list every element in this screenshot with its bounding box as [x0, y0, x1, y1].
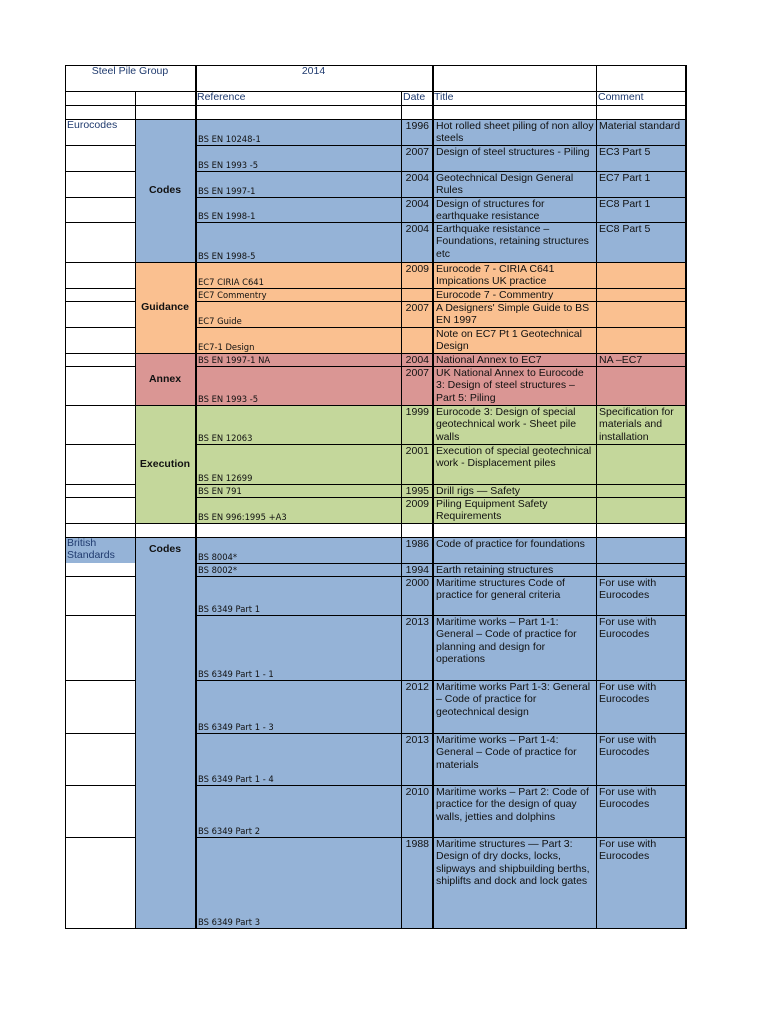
section-label-eurocodes: Eurocodes	[67, 119, 118, 131]
comment-cell: For use with Eurocodes	[599, 577, 657, 602]
reference-cell: BS EN 1997-1	[198, 186, 256, 196]
date-cell	[402, 328, 431, 353]
date-cell: 2009	[405, 498, 429, 510]
title-cell: Eurocode 3: Design of special geotechnical work - Sheet pile walls	[436, 406, 577, 443]
title-cell: Eurocode 7 - Commentry	[436, 289, 554, 301]
sheet-year: 2014	[301, 65, 326, 77]
grid-line	[65, 497, 135, 498]
date-cell: 2010	[405, 786, 429, 798]
comment-cell: Material standard	[599, 120, 681, 132]
sheet-group-title: Steel Pile Group	[91, 65, 169, 77]
date-cell: 2009	[405, 263, 429, 275]
title-cell: Hot rolled sheet piling of non alloy steels	[436, 120, 594, 145]
category-label-bs-codes: Codes	[148, 542, 182, 555]
category-label-execution: Execution	[139, 457, 191, 470]
column-header-comment: Comment	[598, 91, 644, 103]
reference-cell: EC7 CIRIA C641	[198, 277, 264, 287]
reference-cell: BS EN 791	[198, 486, 242, 496]
column-header-date: Date	[403, 91, 426, 103]
date-cell: 2007	[405, 146, 429, 158]
column-header-reference: Reference	[197, 91, 246, 103]
reference-cell: BS EN 996:1995 +A3	[198, 512, 287, 522]
comment-cell	[597, 564, 684, 576]
grid-line	[65, 523, 686, 524]
comment-cell: For use with Eurocodes	[599, 734, 657, 759]
grid-line	[65, 171, 135, 172]
date-cell: 2007	[405, 302, 429, 314]
title-cell: Design of structures for earthquake resistance	[436, 198, 545, 222]
date-cell: 2012	[405, 681, 429, 693]
title-cell: Piling Equipment Safety Requirements	[436, 498, 548, 523]
reference-cell: BS 8004*	[198, 552, 238, 562]
title-cell: Maritime works – Part 1-1: General – Code of practice for planning and design for operations	[436, 616, 577, 666]
title-cell: Maritime structures — Part 3: Design of dry docks, locks, slipways and shipbuilding berths, shiplifts and dock and lock gates	[436, 838, 590, 888]
column-header-title: Title	[434, 91, 454, 103]
date-cell: 1995	[405, 485, 429, 497]
date-cell: 2013	[405, 616, 429, 628]
comment-cell	[597, 328, 684, 353]
grid-line	[65, 353, 135, 354]
date-cell: 2004	[405, 198, 429, 210]
title-cell: Note on EC7 Pt 1 Geotechnical Design	[436, 328, 582, 353]
title-cell: Earth retaining structures	[436, 564, 554, 576]
reference-cell: BS 6349 Part 1	[198, 604, 261, 614]
title-cell: National Annex to EC7	[436, 354, 542, 366]
reference-cell: EC7 Guide	[198, 316, 242, 326]
reference-cell: BS 6349 Part 1 - 4	[198, 774, 274, 784]
grid-line	[65, 262, 135, 263]
reference-cell: BS 6349 Part 1 - 3	[198, 722, 274, 732]
grid-line	[65, 222, 135, 223]
category-label-guidance: Guidance	[141, 301, 189, 314]
comment-cell	[597, 485, 684, 497]
title-cell: Drill rigs — Safety	[436, 485, 521, 497]
reference-cell: BS EN 1993 -5	[198, 394, 259, 404]
grid-line	[65, 785, 135, 786]
date-cell: 1996	[405, 120, 429, 132]
comment-cell: For use with Eurocodes	[599, 616, 657, 641]
date-cell: 2004	[405, 354, 429, 366]
grid-line	[65, 145, 135, 146]
bs-codes-category-fill	[135, 537, 195, 928]
grid-line	[65, 680, 135, 681]
grid-line	[685, 65, 687, 929]
title-cell: Maritime works Part 1-3: General – Code of practice for geotechnical design	[436, 681, 591, 718]
grid-line	[65, 444, 135, 445]
title-cell: Code of practice for foundations	[436, 538, 585, 550]
date-cell: 2013	[405, 734, 429, 746]
comment-cell: NA –EC7	[599, 354, 643, 366]
comment-cell	[597, 538, 684, 563]
grid-line	[65, 301, 135, 302]
title-cell: Maritime works – Part 2: Code of practice for the design of quay walls, jetties and dolphins	[436, 786, 589, 823]
section-label-british-standards: British Standards	[67, 537, 115, 562]
title-cell: Maritime structures Code of practice for general criteria	[436, 577, 565, 602]
title-cell: Eurocode 7 - CIRIA C641 Impications UK practice	[436, 263, 555, 288]
comment-cell: For use with Eurocodes	[599, 838, 657, 863]
title-cell: Design of steel structures - Piling	[436, 146, 590, 158]
comment-cell: EC7 Part 1	[599, 172, 651, 184]
date-cell: 2004	[405, 172, 429, 184]
reference-cell: BS EN 1993 -5	[198, 160, 259, 170]
grid-line	[65, 197, 135, 198]
comment-cell: For use with Eurocodes	[599, 786, 657, 811]
grid-line	[65, 928, 686, 929]
date-cell: 2007	[405, 367, 429, 379]
grid-line	[65, 576, 135, 577]
comment-cell	[597, 302, 684, 327]
grid-line	[65, 615, 135, 616]
reference-cell: BS 6349 Part 3	[198, 917, 261, 927]
grid-line	[65, 733, 135, 734]
date-cell: 2004	[405, 223, 429, 235]
comment-cell: For use with Eurocodes	[599, 681, 657, 706]
grid-line	[65, 484, 135, 485]
date-cell: 1988	[405, 838, 429, 850]
reference-cell: BS 6349 Part 1 - 1	[198, 669, 274, 679]
comment-cell: EC8 Part 1	[599, 198, 651, 210]
grid-line	[65, 327, 135, 328]
comment-cell: Specification for materials and installation	[599, 406, 674, 443]
reference-cell: BS 6349 Part 2	[198, 826, 261, 836]
category-label-annex: Annex	[148, 372, 182, 385]
date-cell: 1994	[405, 564, 429, 576]
date-cell	[402, 289, 431, 301]
comment-cell	[597, 445, 684, 484]
comment-cell	[597, 263, 684, 288]
category-label-codes: Codes	[148, 184, 182, 197]
title-cell: Execution of special geotechnical work - Displacement piles	[436, 445, 592, 470]
grid-line	[65, 65, 66, 929]
grid-line	[65, 288, 135, 289]
comment-cell: EC3 Part 5	[599, 146, 651, 158]
title-cell: Maritime works – Part 1-4: General – Code of practice for materials	[436, 734, 577, 771]
reference-cell: BS EN 1998-5	[198, 251, 256, 261]
title-cell: Geotechnical Design General Rules	[436, 172, 574, 197]
comment-cell	[597, 498, 684, 523]
title-cell: UK National Annex to Eurocode 3: Design of steel structures – Part 5: Piling	[436, 367, 584, 404]
comment-cell	[597, 289, 684, 301]
title-cell: A Designers' Simple Guide to BS EN 1997	[436, 302, 590, 327]
reference-cell: BS EN 12063	[198, 433, 253, 443]
comment-cell	[597, 367, 684, 405]
reference-cell: EC7-1 Design	[198, 342, 255, 352]
date-cell: 1999	[405, 406, 429, 418]
date-cell: 2000	[405, 577, 429, 589]
date-cell: 2001	[405, 445, 429, 457]
date-cell: 1986	[405, 538, 429, 550]
grid-line	[65, 837, 135, 838]
reference-cell: BS EN 1998-1	[198, 211, 256, 221]
reference-cell: BS EN 1997-1 NA	[198, 355, 271, 365]
reference-cell: BS 8002*	[198, 565, 238, 575]
grid-line	[65, 405, 135, 406]
title-cell: Earthquake resistance – Foundations, retaining structures etc	[436, 223, 589, 260]
comment-cell: EC8 Part 5	[599, 223, 651, 235]
reference-cell: EC7 Commentry	[198, 290, 267, 300]
reference-cell: BS EN 10248-1	[198, 134, 261, 144]
reference-cell: BS EN 12699	[198, 473, 253, 483]
grid-line	[65, 105, 686, 106]
grid-line	[65, 366, 135, 367]
